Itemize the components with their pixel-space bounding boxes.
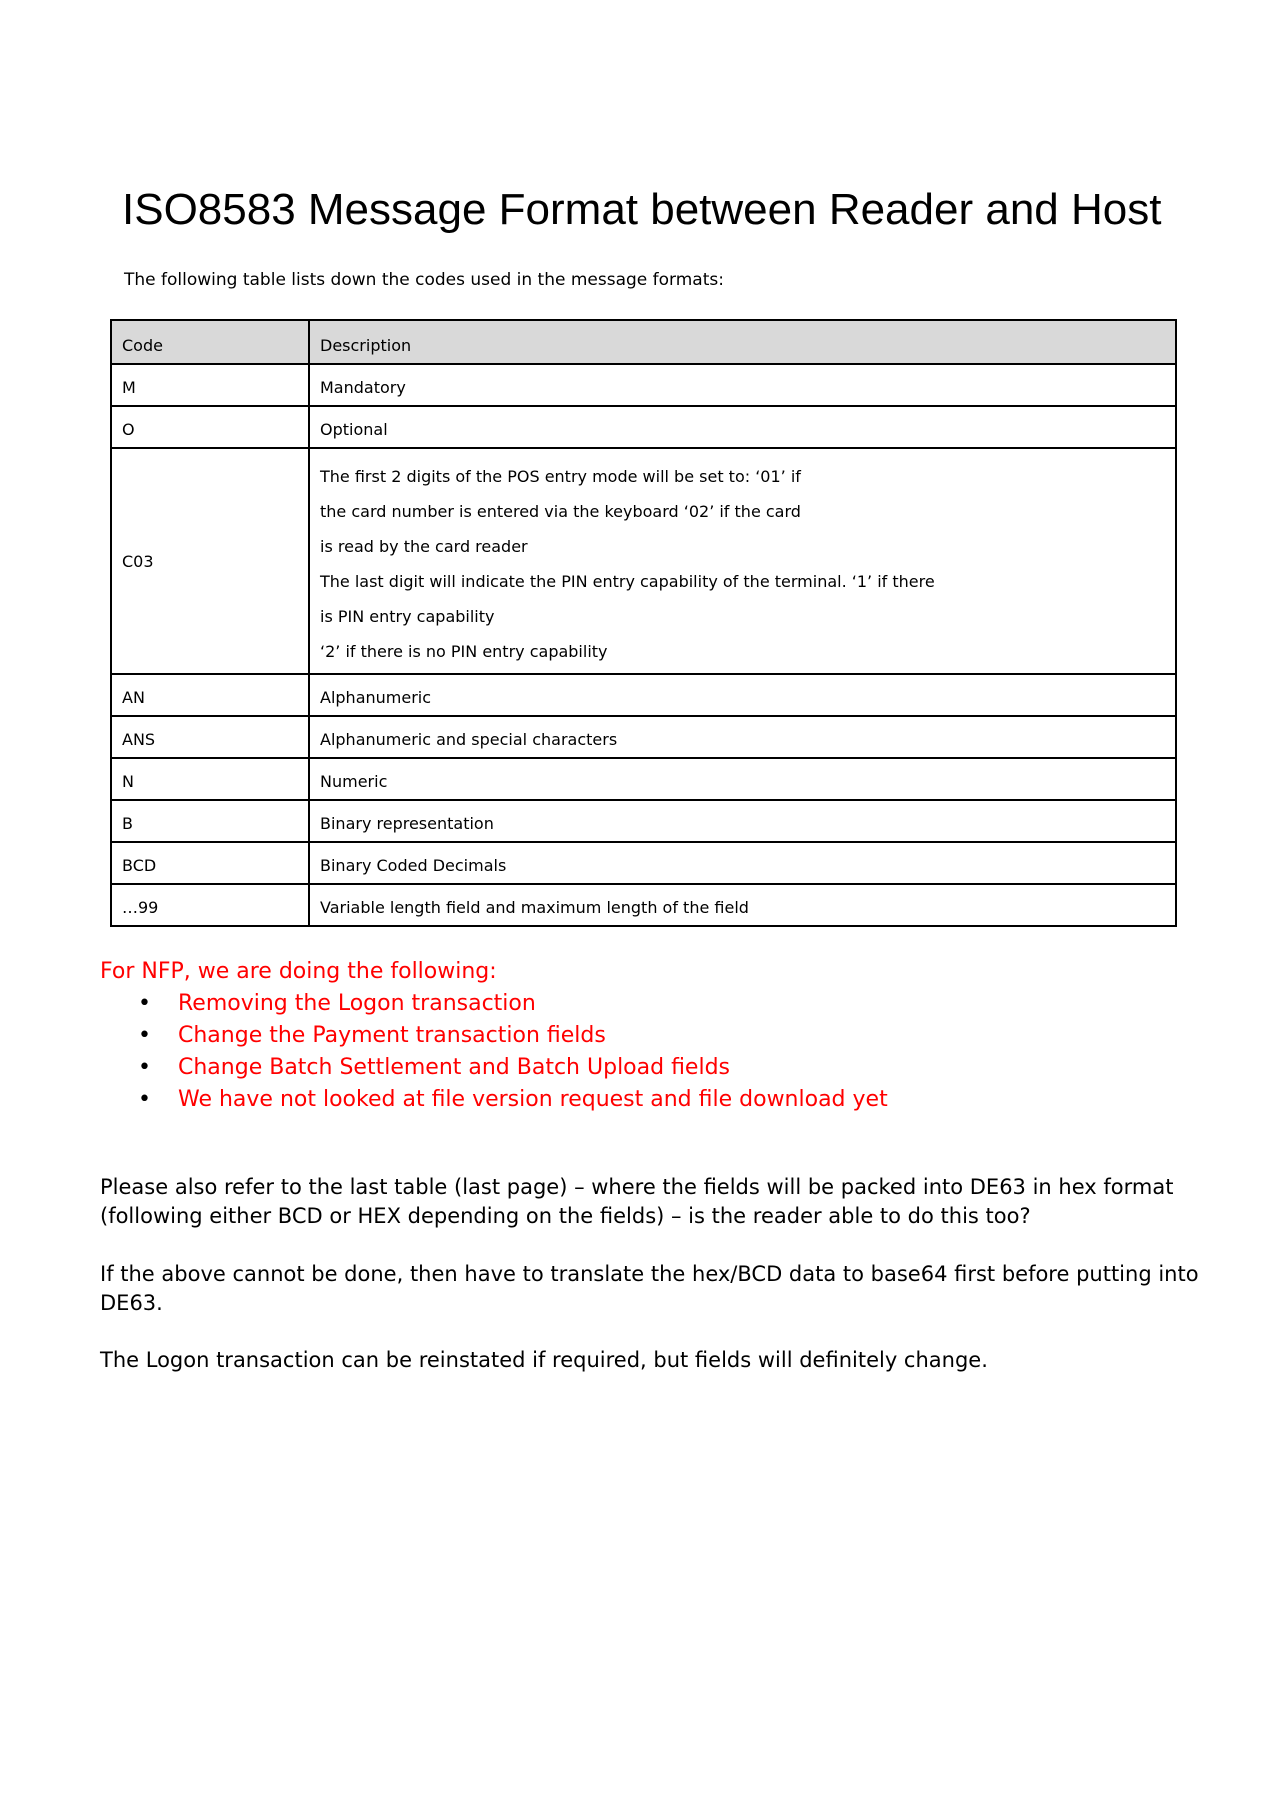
- nfp-list: [100, 988, 888, 1116]
- list-item: [100, 1020, 888, 1052]
- code-cell: C03: [111, 448, 309, 674]
- list-item: [100, 988, 888, 1020]
- code-cell: BCD: [111, 842, 309, 884]
- codes-table: [110, 319, 1177, 927]
- description-cell: Alphanumeric: [309, 674, 1176, 716]
- list-item-text: Removing the Logon transaction: [178, 991, 536, 1016]
- code-cell: N: [111, 758, 309, 800]
- description-line: ‘2’ if there is no PIN entry capability: [320, 642, 608, 661]
- table-row: [111, 364, 1176, 406]
- document-title: ISO8583 Message Format between Reader and Host: [122, 185, 1162, 234]
- header-description: Description: [309, 320, 1176, 364]
- description-cell: Variable length field and maximum length of the field: [309, 884, 1176, 926]
- bullet-icon: •: [138, 1055, 151, 1080]
- list-item-text: We have not looked at file version request and file download yet: [178, 1087, 888, 1112]
- description-line: is PIN entry capability: [320, 607, 495, 626]
- header-code: Code: [111, 320, 309, 364]
- description-cell: Binary representation: [309, 800, 1176, 842]
- table-row: [111, 448, 1176, 674]
- list-item: [100, 1084, 888, 1116]
- nfp-notes: [100, 956, 888, 1116]
- description-line: The first 2 digits of the POS entry mode will be set to: ‘01’ if: [320, 467, 801, 486]
- bullet-icon: •: [138, 1087, 151, 1112]
- code-cell: M: [111, 364, 309, 406]
- bullet-icon: •: [138, 1023, 151, 1048]
- description-line: The last digit will indicate the PIN entry capability of the terminal. ‘1’ if there: [320, 572, 935, 591]
- table-header-row: [111, 320, 1176, 364]
- description-cell: Alphanumeric and special characters: [309, 716, 1176, 758]
- code-cell: ANS: [111, 716, 309, 758]
- code-cell: …99: [111, 884, 309, 926]
- description-cell: Numeric: [309, 758, 1176, 800]
- code-cell: AN: [111, 674, 309, 716]
- paragraph-de63-packing: Please also refer to the last table (last page) – where the fields will be packed into DE63 in hex format (following either BCD or HEX depending on the fields) – is the reader able to do this too?: [100, 1175, 1174, 1228]
- description-cell: Binary Coded Decimals: [309, 842, 1176, 884]
- table-row: [111, 716, 1176, 758]
- code-cell: O: [111, 406, 309, 448]
- list-item: [100, 1052, 888, 1084]
- paragraph-base64-fallback: If the above cannot be done, then have to translate the hex/BCD data to base64 first before putting into DE63.: [100, 1262, 1199, 1315]
- paragraph-logon-note: The Logon transaction can be reinstated if required, but fields will definitely change.: [100, 1348, 988, 1372]
- table-row: [111, 884, 1176, 926]
- description-line: the card number is entered via the keyboard ‘02’ if the card: [320, 502, 801, 521]
- description-line: is read by the card reader: [320, 537, 528, 556]
- list-item-text: Change the Payment transaction fields: [178, 1023, 606, 1048]
- nfp-heading: For NFP, we are doing the following:: [100, 959, 497, 984]
- table-row: [111, 842, 1176, 884]
- list-item-text: Change Batch Settlement and Batch Upload fields: [178, 1055, 731, 1080]
- table-row: [111, 758, 1176, 800]
- bullet-icon: •: [138, 991, 151, 1016]
- table-row: [111, 674, 1176, 716]
- description-cell-multiline: [309, 448, 1176, 674]
- description-cell: Mandatory: [309, 364, 1176, 406]
- table-intro: The following table lists down the codes used in the message formats:: [124, 270, 724, 290]
- table-row: [111, 406, 1176, 448]
- table-row: [111, 800, 1176, 842]
- code-cell: B: [111, 800, 309, 842]
- description-cell: Optional: [309, 406, 1176, 448]
